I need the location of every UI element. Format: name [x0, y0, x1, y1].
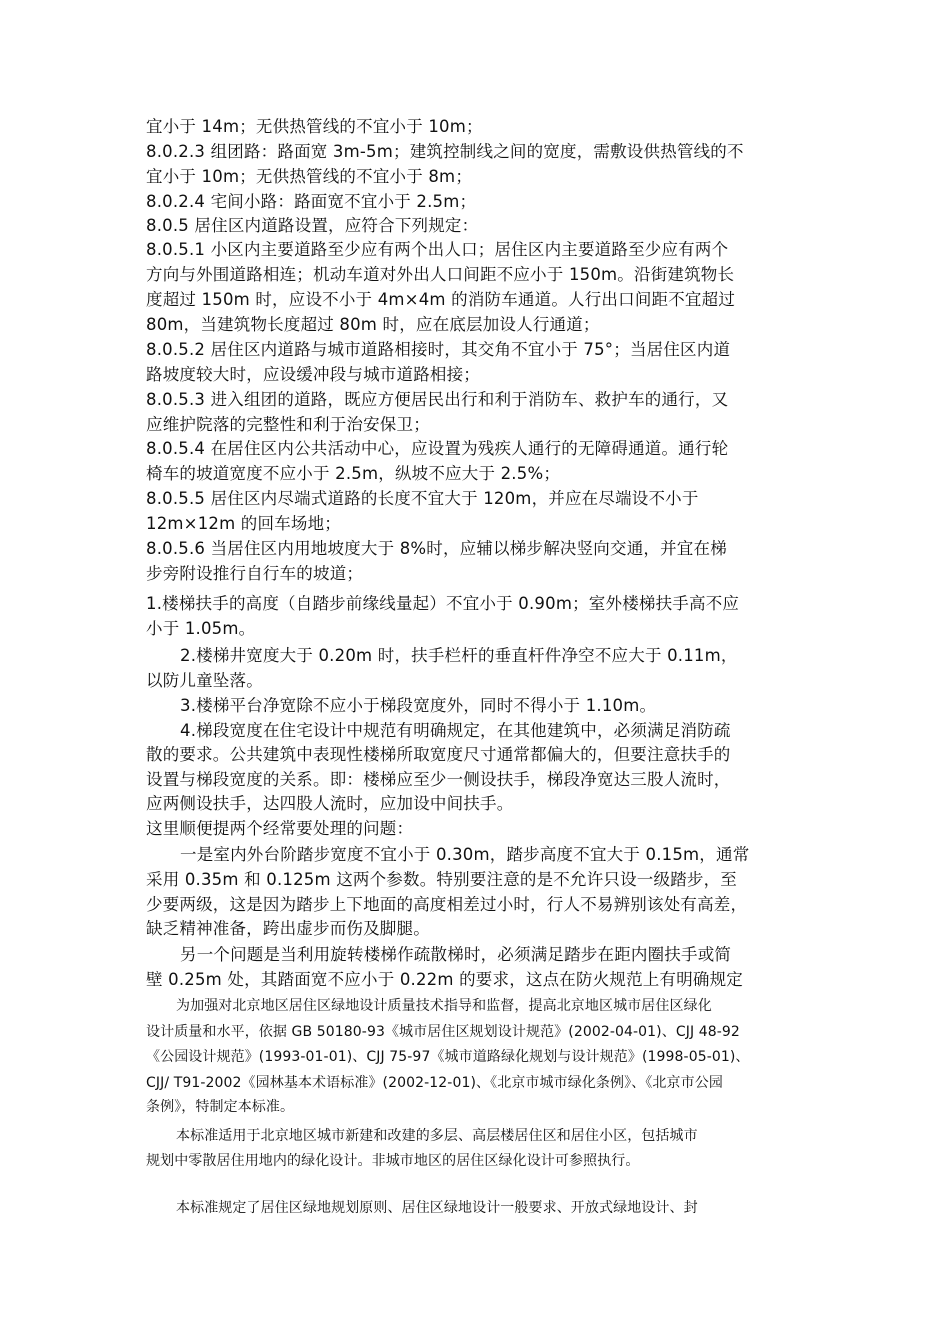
text-line: 8.0.2.3 组团路：路面宽 3m-5m；建筑控制线之间的宽度，需敷设供热管线的不 [146, 142, 744, 161]
text-line: 2.楼梯井宽度大于 0.20m 时，扶手栏杆的垂直杆件净空不应大于 0.11m， [180, 646, 738, 665]
text-line: 缺乏精神准备，跨出虚步而伤及脚腿。 [146, 919, 430, 938]
text-line: 8.0.2.4 宅间小路：路面宽不宜小于 2.5m； [146, 192, 477, 211]
text-line: 8.0.5 居住区内道路设置，应符合下列规定： [146, 216, 479, 235]
text-line: 度超过 150m 时，应设不小于 4m×4m 的消防车通道。人行出口间距不宜超过 [146, 290, 736, 309]
text-line: 少要两级，这是因为踏步上下地面的高度相差过小时，行人不易辨别该处有高差， [146, 895, 748, 914]
text-line: 《公园设计规范》(1993-01-01)、CJJ 75-97《城市道路绿化规划与设计规范》(1998-05-01)、 [146, 1049, 750, 1065]
text-line: 8.0.5.4 在居住区内公共活动中心，应设置为残疾人通行的无障碍通道。通行轮 [146, 439, 729, 458]
text-line: 规划中零散居住用地内的绿化设计。非城市地区的居住区绿化设计可参照执行。 [146, 1153, 640, 1169]
text-line: 本标准适用于北京地区城市新建和改建的多层、高层楼居住区和居住小区，包括城市 [176, 1128, 698, 1144]
text-line: 宜小于 10m；无供热管线的不宜小于 8m； [146, 167, 473, 186]
text-line: 路坡度较大时，应设缓冲段与城市道路相接； [146, 365, 480, 384]
text-line: CJJ/ T91-2002《园林基本术语标准》(2002-12-01)、《北京市城市绿化条例》、《北京市公园 [146, 1075, 723, 1091]
text-line: 方向与外围道路相连；机动车道对外出人口间距不应小于 150m。沿街建筑物长 [146, 265, 735, 284]
text-line: 椅车的坡道宽度不应小于 2.5m，纵坡不应大于 2.5%； [146, 464, 561, 483]
text-line: 设置与梯段宽度的关系。即：楼梯应至少一侧设扶手，梯段净宽达三股人流时， [146, 770, 731, 789]
text-line: 以防儿童坠落。 [146, 671, 263, 690]
text-line: 步旁附设推行自行车的坡道； [146, 564, 364, 583]
text-line: 本标准规定了居住区绿地规划原则、居住区绿地设计一般要求、开放式绿地设计、封 [176, 1200, 698, 1216]
text-line: 这里顺便提两个经常要处理的问题： [146, 819, 414, 838]
text-line: 采用 0.35m 和 0.125m 这两个参数。特别要注意的是不允许只设一级踏步，至 [146, 870, 737, 889]
text-line: 为加强对北京地区居住区绿地设计质量技术指导和监督，提高北京地区城市居住区绿化 [176, 998, 712, 1014]
text-line: 应维护院落的完整性和利于治安保卫； [146, 415, 430, 434]
text-line: 8.0.5.2 居住区内道路与城市道路相接时，其交角不宜小于 75°；当居住区内道 [146, 340, 731, 359]
text-line: 宜小于 14m；无供热管线的不宜小于 10m； [146, 117, 483, 136]
text-line: 一是室内外台阶踏步宽度不宜小于 0.30m，踏步高度不宜大于 0.15m，通常 [180, 845, 750, 864]
text-line: 8.0.5.6 当居住区内用地坡度大于 8%时，应辅以梯步解决竖向交通，并宜在梯 [146, 539, 727, 558]
text-line: 条例》，特制定本标准。 [146, 1099, 295, 1115]
text-line: 散的要求。公共建筑中表现性楼梯所取宽度尺寸通常都偏大的，但要注意扶手的 [146, 745, 731, 764]
text-line: 应两侧设扶手，达四股人流时，应加设中间扶手。 [146, 794, 514, 813]
text-line: 壁 0.25m 处，其踏面宽不应小于 0.22m 的要求，这点在防火规范上有明确规定 [146, 970, 744, 989]
text-line: 3.楼梯平台净宽除不应小于梯段宽度外，同时不得小于 1.10m。 [180, 696, 657, 715]
text-line: 另一个问题是当利用旋转楼梯作疏散梯时，必须满足踏步在距内圈扶手或简 [180, 945, 732, 964]
text-line: 设计质量和水平，依据 GB 50180-93《城市居住区规划设计规范》(2002-04-01)、CJJ 48-92 [146, 1024, 740, 1040]
text-line: 4.梯段宽度在住宅设计中规范有明确规定，在其他建筑中，必须满足消防疏 [180, 721, 731, 740]
text-line: 12m×12m 的回车场地； [146, 514, 342, 533]
text-line: 8.0.5.5 居住区内尽端式道路的长度不宜大于 120m，并应在尽端设不小于 [146, 489, 699, 508]
text-line: 80m，当建筑物长度超过 80m 时，应在底层加设人行通道； [146, 315, 600, 334]
text-line: 8.0.5.1 小区内主要道路至少应有两个出人口；居住区内主要道路至少应有两个 [146, 240, 729, 259]
text-line: 小于 1.05m。 [146, 619, 256, 638]
text-line: 8.0.5.3 进入组团的道路，既应方便居民出行和利于消防车、救护车的通行，又 [146, 390, 729, 409]
text-line: 1.楼梯扶手的高度（自踏步前缘线量起）不宜小于 0.90m；室外楼梯扶手高不应 [146, 594, 740, 613]
